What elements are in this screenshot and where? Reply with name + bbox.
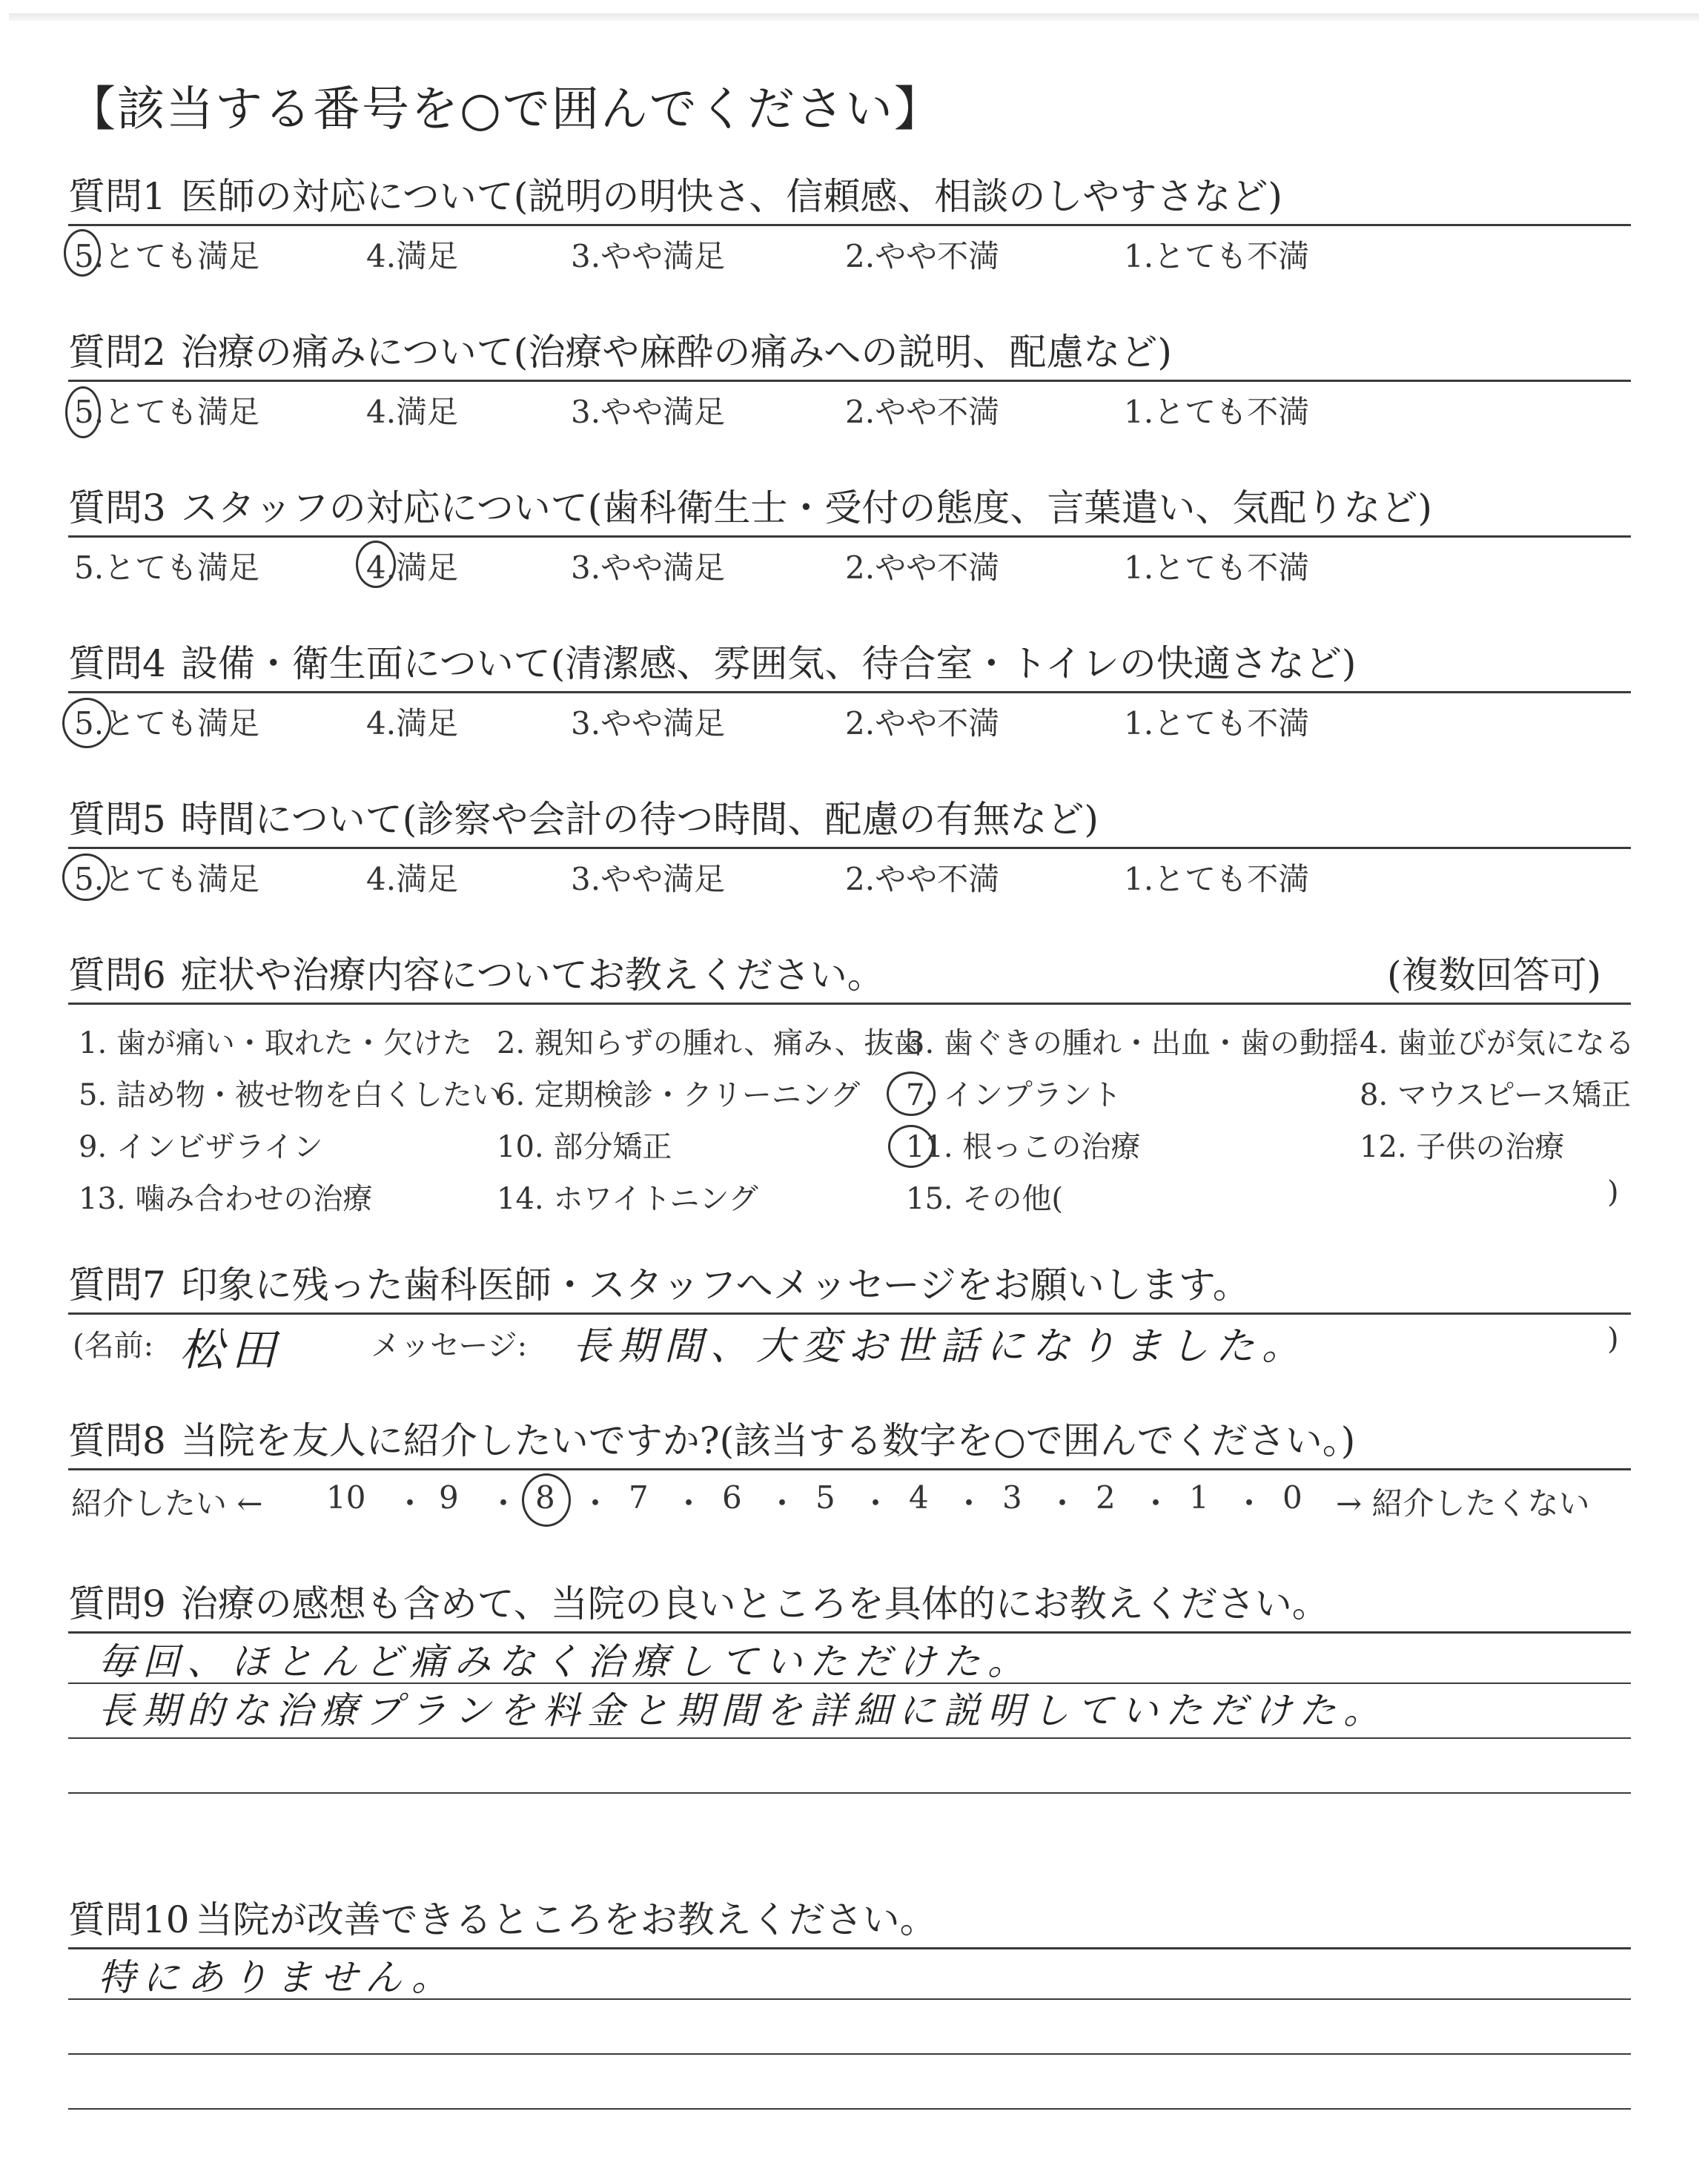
q6-option-4[interactable]: 4. 歯並びが気になる xyxy=(1360,1026,1635,1060)
q6-option-12[interactable]: 12. 子供の治療 xyxy=(1360,1130,1565,1164)
question-5-text: 時間について(診察や会計の待つ時間、配慮の有無など) xyxy=(180,798,1099,841)
question-8-text: 当院を友人に紹介したいですか?(該当する数字を○で囲んでください。) xyxy=(180,1419,1356,1462)
question-5 xyxy=(68,795,1631,898)
q2-option-5[interactable]: 5.とても満足 xyxy=(74,394,260,430)
q8-scale-6[interactable]: 6 xyxy=(722,1479,742,1516)
question-4-heading xyxy=(68,639,1631,688)
q2-option-4[interactable]: 4.満足 xyxy=(366,394,459,430)
q4-option-2[interactable]: 2.やや不満 xyxy=(845,705,1000,742)
question-3-heading xyxy=(68,483,1631,532)
question-4-text: 設備・衛生面について(清潔感、雰囲気、待合室・トイレの快適さなど) xyxy=(180,642,1357,685)
q9-answer-rule-3 xyxy=(68,1792,1631,1794)
question-1 xyxy=(68,172,1631,275)
question-7-number: 質問7 xyxy=(68,1264,166,1307)
q9-answer-line-2: 長期的な治療プランを料金と期間を詳細に説明していただけた。 xyxy=(98,1689,1388,1732)
q1-option-2[interactable]: 2.やや不満 xyxy=(845,238,1000,274)
q8-left-label: 紹介したい ← xyxy=(71,1485,263,1522)
q8-scale-sep: ・ xyxy=(1234,1485,1265,1522)
question-7 xyxy=(68,1261,1631,1376)
q8-scale-10[interactable]: 10 xyxy=(326,1479,366,1516)
question-6-number: 質問6 xyxy=(68,954,166,997)
q6-option-15[interactable]: 15. その他( xyxy=(906,1182,1063,1216)
q5-option-3[interactable]: 3.やや満足 xyxy=(571,861,726,897)
q8-scale-sep: ・ xyxy=(580,1485,612,1522)
q7-message-label: メッセージ: xyxy=(371,1329,528,1363)
question-8-scale xyxy=(68,1470,1631,1522)
q8-scale-0[interactable]: 0 xyxy=(1282,1479,1302,1516)
q8-scale-sep: ・ xyxy=(953,1485,985,1522)
q8-scale-1[interactable]: 1 xyxy=(1189,1479,1209,1516)
scan-edge xyxy=(9,13,1699,21)
q8-scale-7[interactable]: 7 xyxy=(629,1479,649,1516)
q1-option-5[interactable]: 5.とても満足 xyxy=(74,238,260,274)
q5-option-5[interactable]: 5.とても満足 xyxy=(74,861,260,897)
q7-name-value[interactable]: 松田 xyxy=(179,1324,283,1376)
question-8 xyxy=(68,1416,1631,1522)
question-5-number: 質問5 xyxy=(68,798,166,841)
question-1-heading xyxy=(68,172,1631,221)
q2-option-2[interactable]: 2.やや不満 xyxy=(845,394,1000,430)
q1-option-3[interactable]: 3.やや満足 xyxy=(571,238,726,274)
q4-option-3[interactable]: 3.やや満足 xyxy=(571,705,726,742)
q6-option-6[interactable]: 6. 定期検診・クリーニング xyxy=(497,1078,861,1112)
q1-option-1[interactable]: 1.とても不満 xyxy=(1124,238,1310,274)
question-7-text: 印象に残った歯科医師・スタッフへメッセージをお願いします。 xyxy=(180,1264,1250,1307)
question-10-answer-area[interactable] xyxy=(68,1949,1631,2110)
q7-message-value[interactable]: 長期間、大変お世話になりました。 xyxy=(572,1324,1308,1369)
q10-answer-rule-2 xyxy=(68,2053,1631,2055)
q8-scale-2[interactable]: 2 xyxy=(1096,1479,1116,1516)
q6-option-2[interactable]: 2. 親知らずの腫れ、痛み、抜歯 xyxy=(497,1026,924,1060)
q6-option-5[interactable]: 5. 詰め物・被せ物を白くしたい xyxy=(79,1078,502,1112)
q4-option-5[interactable]: 5.とても満足 xyxy=(74,705,260,742)
q6-option-15-close: ) xyxy=(1607,1175,1619,1209)
q8-scale-8[interactable]: 8 xyxy=(535,1479,555,1516)
question-2-number: 質問2 xyxy=(68,331,166,374)
question-4 xyxy=(68,639,1631,742)
question-9 xyxy=(68,1579,1631,1847)
q7-close-paren: ) xyxy=(1607,1322,1619,1356)
question-7-message-row xyxy=(68,1315,1631,1376)
question-2 xyxy=(68,328,1631,431)
page-title: 【該当する番号を○で囲んでください】 xyxy=(68,82,943,137)
question-10 xyxy=(68,1895,1631,2163)
q6-option-7[interactable]: 7. インプラント xyxy=(906,1078,1122,1112)
q4-option-4[interactable]: 4.満足 xyxy=(366,705,459,742)
q6-option-1[interactable]: 1. 歯が痛い・取れた・欠けた xyxy=(79,1026,472,1060)
q5-option-2[interactable]: 2.やや不満 xyxy=(845,861,1000,897)
question-4-options xyxy=(68,693,1631,742)
question-4-number: 質問4 xyxy=(68,642,166,685)
q10-answer-rule-3 xyxy=(68,2108,1631,2110)
q8-scale-sep: ・ xyxy=(673,1485,705,1522)
q3-option-2[interactable]: 2.やや不満 xyxy=(845,549,1000,586)
question-8-heading xyxy=(68,1416,1631,1465)
q3-option-5[interactable]: 5.とても満足 xyxy=(74,549,260,586)
question-7-heading xyxy=(68,1261,1631,1310)
question-1-text: 医師の対応について(説明の明快さ、信頼感、相談のしやすさなど) xyxy=(180,175,1282,218)
q5-option-4[interactable]: 4.満足 xyxy=(366,861,459,897)
question-9-text: 治療の感想も含めて、当院の良いところを具体的にお教えください。 xyxy=(180,1582,1329,1625)
q5-option-1[interactable]: 1.とても不満 xyxy=(1124,861,1310,897)
q2-option-1[interactable]: 1.とても不満 xyxy=(1124,394,1310,430)
q9-answer-line-1: 毎回、ほとんど痛みなく治療していただけた。 xyxy=(98,1640,1032,1683)
question-10-text: 当院が改善できるところをお教えください。 xyxy=(195,1898,937,1941)
q8-scale-3[interactable]: 3 xyxy=(1002,1479,1022,1516)
question-6-options xyxy=(68,1005,1635,1220)
question-6 xyxy=(68,951,1635,1220)
question-3-options xyxy=(68,538,1631,587)
q1-option-4[interactable]: 4.満足 xyxy=(366,238,459,274)
q6-option-13[interactable]: 13. 噛み合わせの治療 xyxy=(79,1182,373,1216)
q7-name-label: (名前: xyxy=(73,1329,154,1363)
question-9-answer-area[interactable] xyxy=(68,1634,1631,1794)
question-2-options xyxy=(68,382,1631,431)
q2-option-3[interactable]: 3.やや満足 xyxy=(571,394,726,430)
q8-scale-sep: ・ xyxy=(860,1485,892,1522)
question-3-number: 質問3 xyxy=(68,486,166,529)
q8-scale-sep: ・ xyxy=(1140,1485,1172,1522)
q6-option-8[interactable]: 8. マウスピース矯正 xyxy=(1360,1078,1632,1112)
question-1-number: 質問1 xyxy=(68,175,166,218)
question-10-heading xyxy=(68,1895,1631,1944)
q6-option-10[interactable]: 10. 部分矯正 xyxy=(497,1130,672,1164)
question-2-text: 治療の痛みについて(治療や麻酔の痛みへの説明、配慮など) xyxy=(180,331,1172,374)
q9-answer-rule-2 xyxy=(68,1737,1631,1739)
q8-right-label: → 紹介したくない xyxy=(1336,1485,1590,1522)
question-5-heading xyxy=(68,795,1631,844)
question-2-heading xyxy=(68,328,1631,377)
q3-option-3[interactable]: 3.やや満足 xyxy=(571,549,726,586)
q6-option-9[interactable]: 9. インビザライン xyxy=(79,1130,323,1164)
q8-scale-5[interactable]: 5 xyxy=(815,1479,835,1516)
q6-option-14[interactable]: 14. ホワイトニング xyxy=(497,1182,758,1216)
q6-option-11[interactable]: 11. 根っこの治療 xyxy=(906,1130,1141,1164)
q3-option-4[interactable]: 4.満足 xyxy=(366,549,459,586)
question-9-heading xyxy=(68,1579,1631,1628)
question-9-number: 質問9 xyxy=(68,1582,166,1625)
q8-scale-sep: ・ xyxy=(1047,1485,1079,1522)
q6-option-3[interactable]: 3. 歯ぐきの腫れ・出血・歯の動揺 xyxy=(906,1026,1359,1060)
question-1-options xyxy=(68,226,1631,275)
q8-scale-4[interactable]: 4 xyxy=(909,1479,929,1516)
q3-option-1[interactable]: 1.とても不満 xyxy=(1124,549,1310,586)
question-3 xyxy=(68,483,1631,587)
q8-scale-sep: ・ xyxy=(394,1485,426,1522)
q8-scale-sep: ・ xyxy=(767,1485,798,1522)
q10-answer-line-1: 特にありません。 xyxy=(98,1956,456,1999)
q8-scale-9[interactable]: 9 xyxy=(439,1479,459,1516)
question-8-number: 質問8 xyxy=(68,1419,166,1462)
question-6-heading xyxy=(68,951,1631,1000)
question-3-text: スタッフの対応について(歯科衛生士・受付の態度、言葉遣い、気配りなど) xyxy=(180,486,1432,529)
question-10-number: 質問10 xyxy=(68,1898,190,1941)
question-6-text: 症状や治療内容についてお教えください。 xyxy=(180,954,884,997)
q8-scale-sep: ・ xyxy=(488,1485,520,1522)
q4-option-1[interactable]: 1.とても不満 xyxy=(1124,705,1310,742)
question-6-note: (複数回答可) xyxy=(1386,954,1601,997)
question-5-options xyxy=(68,849,1631,898)
